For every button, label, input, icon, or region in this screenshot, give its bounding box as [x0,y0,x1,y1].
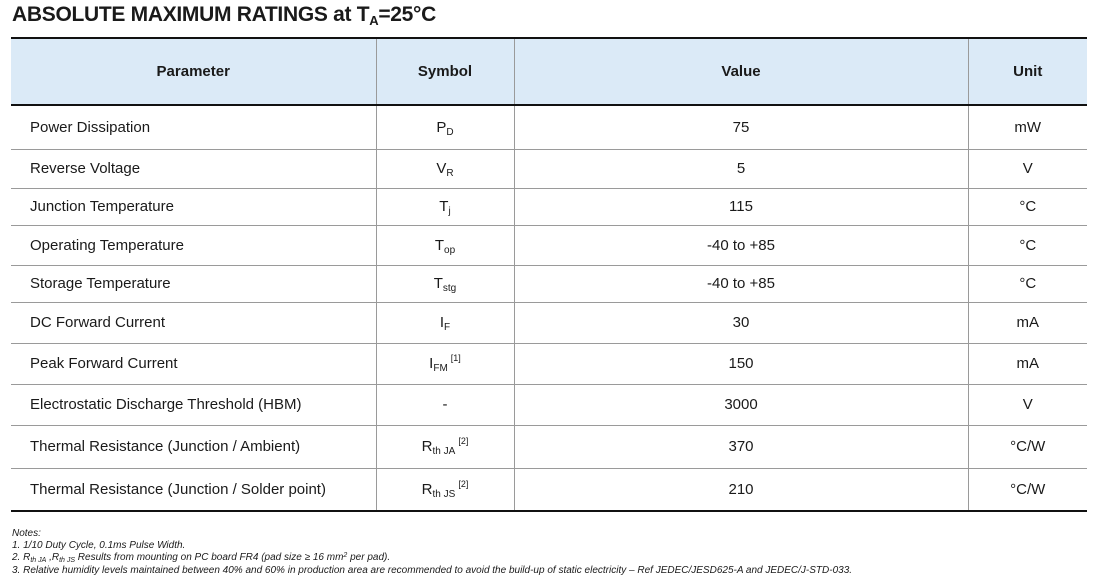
value-cell: -40 to +85 [514,225,968,265]
notes [12,528,852,577]
unit-cell: °C [968,265,1087,302]
title-main: ABSOLUTE MAXIMUM RATINGS at T [12,3,370,26]
symbol-subscript: F [444,322,451,333]
parameter-cell: Storage Temperature [11,265,376,302]
symbol-subscript: th JS [432,488,456,500]
note-1: 1. 1/10 Duty Cycle, 0.1ms Pulse Width. [12,540,186,551]
ratings-table [11,37,1087,512]
symbol-main: R [421,438,433,455]
value-cell: 150 [514,343,968,384]
symbol-subscript: op [444,244,456,256]
symbol-main: P [436,118,447,136]
symbol-note-ref: [2] [458,436,469,446]
note-3: 3. Relative humidity levels maintained between 40% and 60% in production area are recommended to avoid the build-up of static electricity – Ref JEDEC/JESD625-A and JEDEC/J-STD-033. [12,565,853,576]
value-cell: 75 [514,105,968,149]
parameter-cell: Peak Forward Current [11,343,376,384]
symbol-note-ref: [2] [458,478,469,489]
parameter-cell: Power Dissipation [30,118,151,136]
note-2-sub1: th JA [30,557,47,564]
title-suffix: =25°C [378,3,437,26]
value-cell: -40 to +85 [514,265,968,302]
symbol-cell [376,149,514,188]
unit-cell: mA [968,302,1087,343]
unit-cell: °C/W [968,468,1087,511]
table-header-row [11,38,1087,105]
symbol-main: T [434,236,445,254]
table-row [11,225,1087,265]
value-cell: 115 [514,188,968,225]
header-symbol: Symbol [376,38,514,105]
symbol-main: R [421,480,433,498]
table-row [11,265,1087,302]
symbol-main: I [439,314,445,331]
table-row [11,343,1087,384]
title-subscript: A [369,13,379,28]
unit-cell: mW [968,105,1087,149]
unit-cell: V [968,384,1087,425]
table-row [11,468,1087,511]
symbol-subscript: stg [442,283,457,294]
symbol-subscript: D [446,126,454,138]
note-2-mid: ,R [46,552,60,563]
symbol-main: T [439,198,449,215]
symbol-main: - [442,396,448,413]
table-row [11,302,1087,343]
symbol-cell [376,188,514,225]
note-2-prefix: 2. R [12,552,31,563]
symbol-subscript: FM [433,363,448,374]
symbol-cell [376,468,514,511]
table-row [11,105,1087,149]
symbol-subscript: j [448,206,451,217]
symbol-main: T [433,275,443,292]
symbol-cell [376,384,514,425]
value-cell: 30 [514,302,968,343]
header-unit: Unit [968,38,1087,105]
table-row [11,425,1087,468]
parameter-cell: Electrostatic Discharge Threshold (HBM) [11,384,376,425]
table-row [11,188,1087,225]
symbol-note-ref: [1] [450,353,461,363]
parameter-cell: Thermal Resistance (Junction / Solder point) [11,468,376,511]
symbol-subscript: R [446,168,454,179]
value-cell: 3000 [514,384,968,425]
parameter-cell: Thermal Resistance (Junction / Ambient) [11,425,376,468]
symbol-cell [376,425,514,468]
unit-cell: °C [968,225,1087,265]
note-2-end: per pad). [347,552,391,563]
unit-cell: °C/W [968,425,1087,468]
value-cell: 210 [514,468,968,511]
symbol-cell [376,343,514,384]
value-cell: 5 [514,149,968,188]
page-title [12,3,436,27]
symbol-cell [376,302,514,343]
note-2 [12,552,852,565]
unit-cell: °C [968,188,1087,225]
header-value: Value [514,38,968,105]
symbol-main: I [429,355,434,372]
unit-cell: V [968,149,1087,188]
symbol-cell [376,105,514,149]
notes-heading: Notes: [12,528,41,539]
table-row [11,149,1087,188]
symbol-subscript: th JA [432,446,456,457]
symbol-cell [376,265,514,302]
header-parameter: Parameter [11,38,376,105]
value-cell: 370 [514,425,968,468]
symbol-cell [376,225,514,265]
parameter-cell: Junction Temperature [11,188,376,225]
table-row [11,384,1087,425]
parameter-cell: DC Forward Current [11,302,376,343]
note-2-text: Results from mounting on PC board FR4 (pad size ≥ 16 mm [75,552,344,563]
note-2-sup: 2 [343,552,348,559]
parameter-cell: Reverse Voltage [11,149,376,188]
parameter-cell: Operating Temperature [11,225,376,265]
unit-cell: mA [968,343,1087,384]
symbol-main: V [436,160,447,177]
note-2-sub2: th JS [59,557,76,564]
